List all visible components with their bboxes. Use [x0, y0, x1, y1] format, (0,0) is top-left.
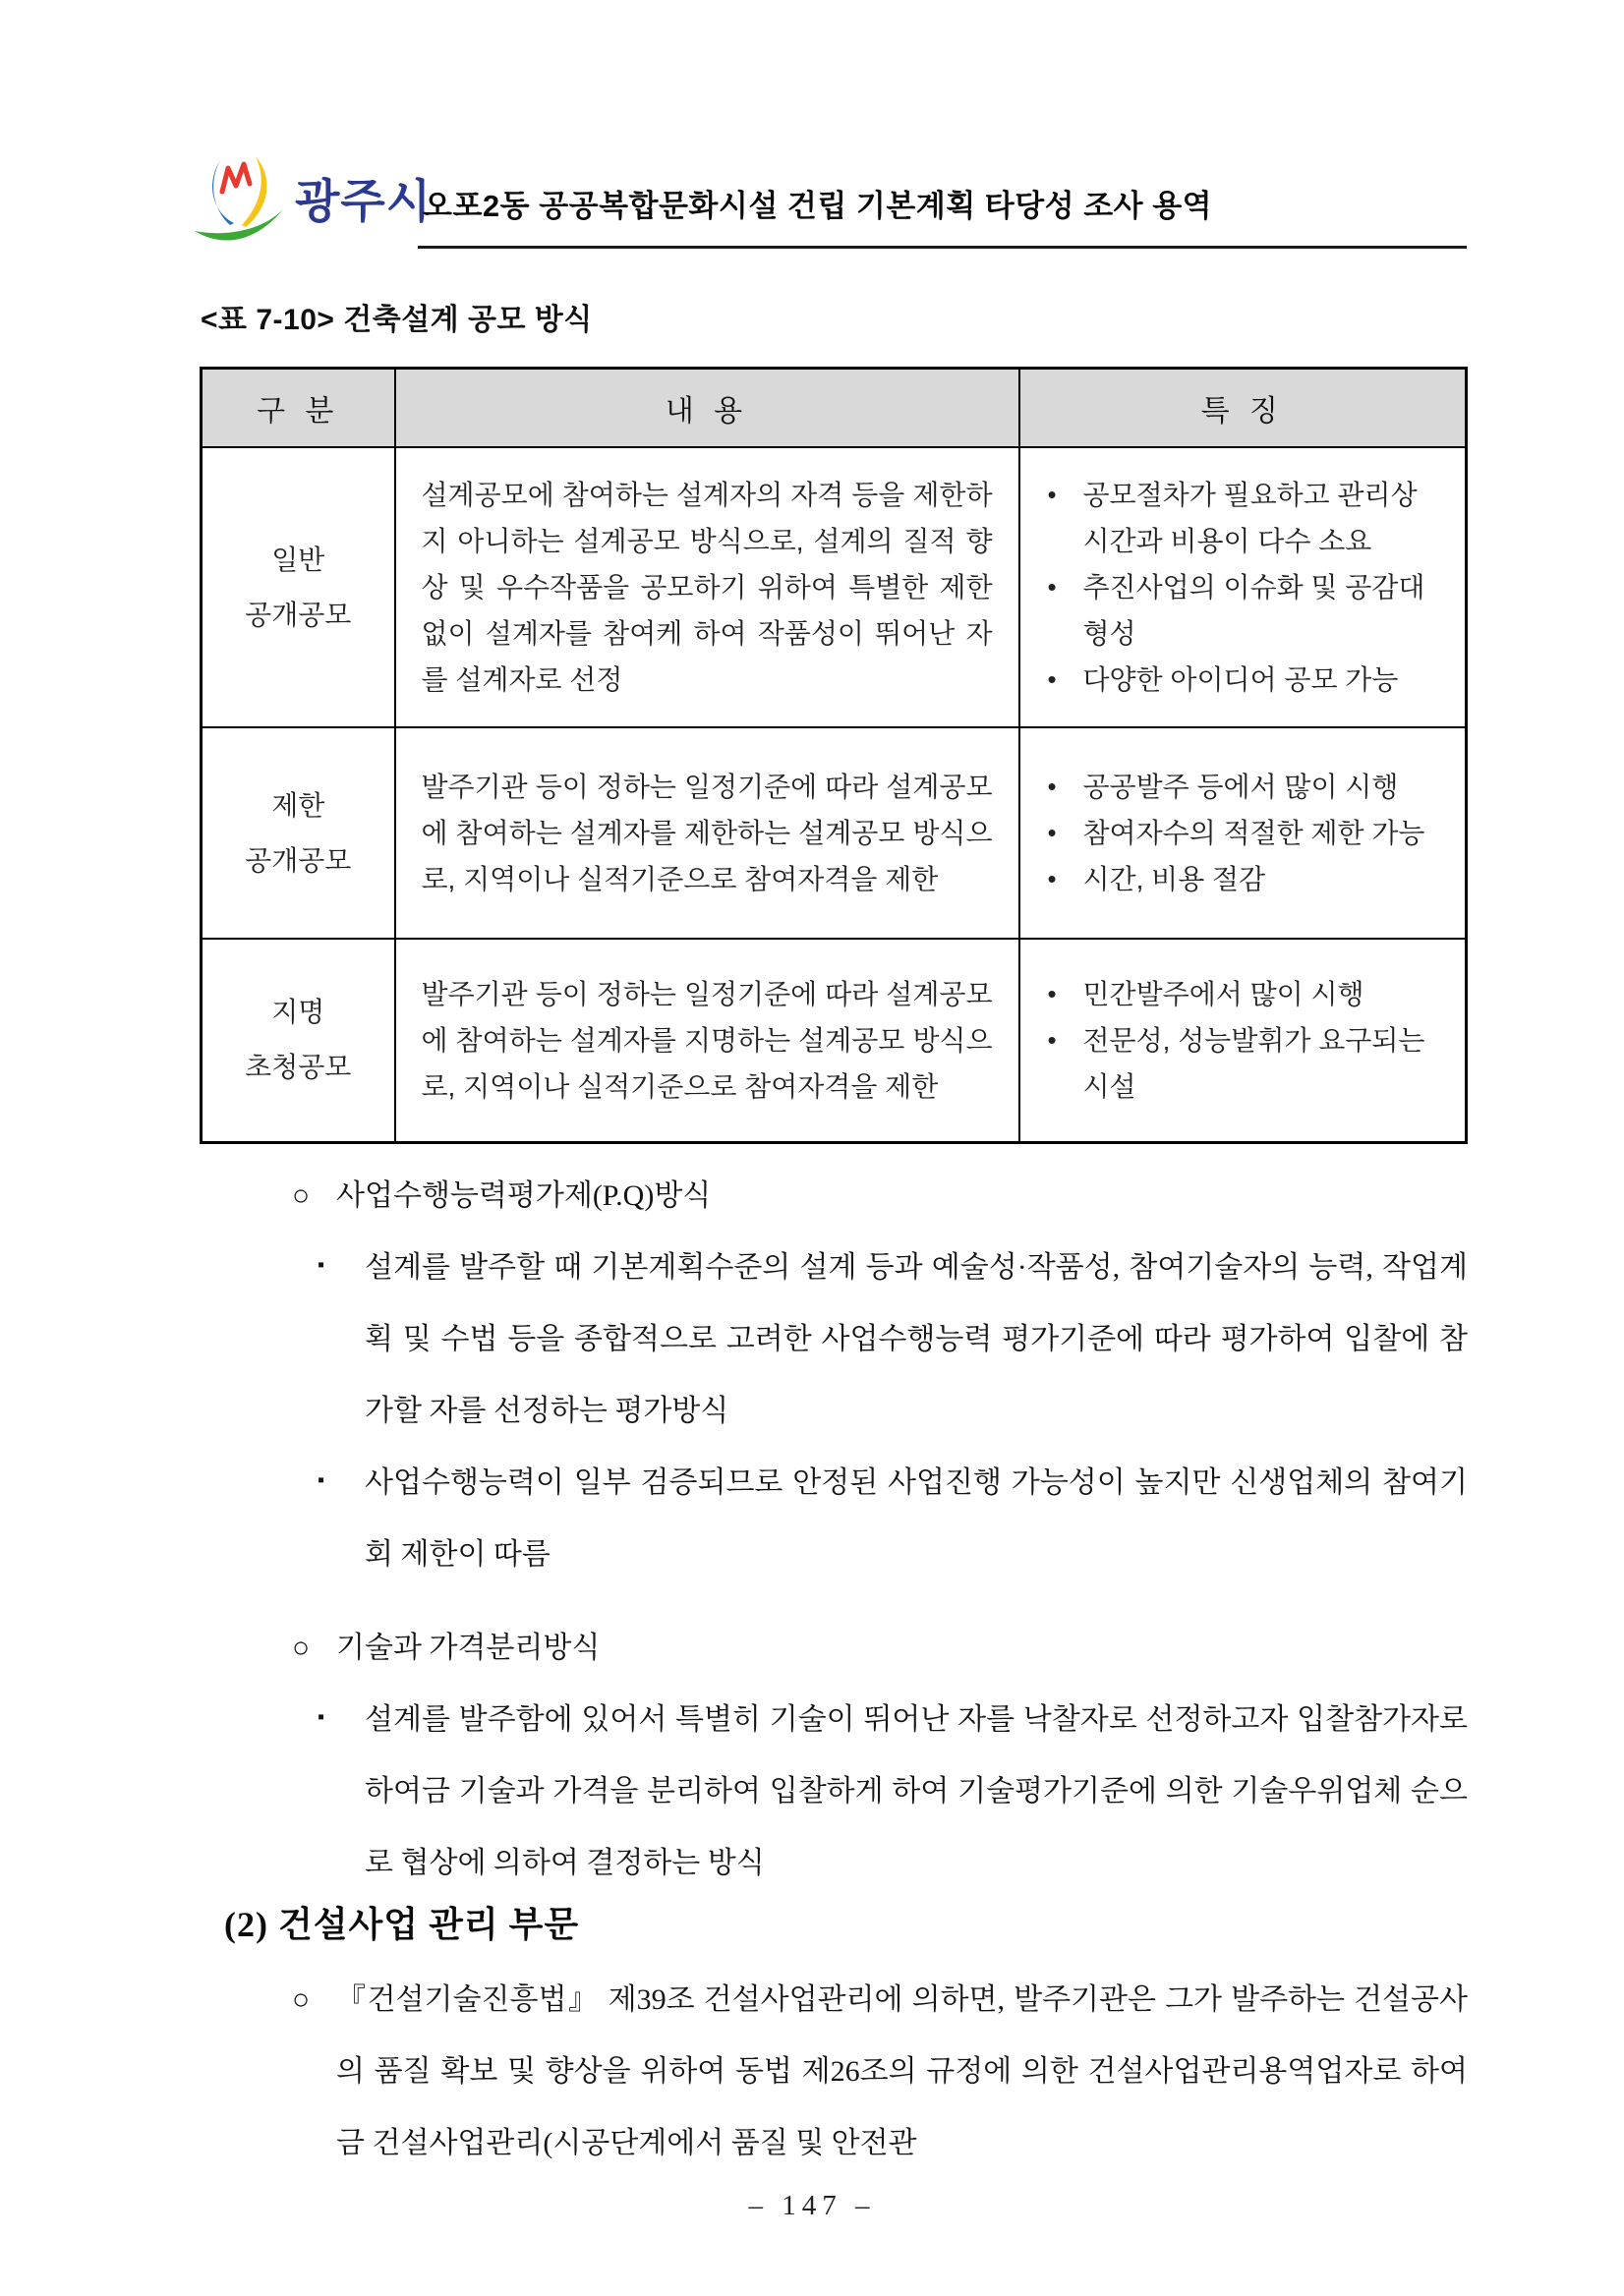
feature-item: • 공모절차가 필요하고 관리상 시간과 비용이 다수 소요	[1034, 472, 1452, 564]
feature-item: • 시간, 비용 절감	[1034, 856, 1452, 902]
bullet-icon: •	[1047, 664, 1057, 694]
circle-bullet-icon: ○	[292, 1179, 311, 1212]
square-bullet-icon: ▪	[318, 1706, 325, 1728]
list-subitem: ▪ 설계를 발주할 때 기본계획수준의 설계 등과 예술성·작품성, 참여기술자의 능력, 작업계획 및 수법 등을 종합적으로 고려한 사업수행능력 평가기준에 따라 평가하여 입찰에 참가할 자를 선정하는 평가방식	[292, 1232, 1468, 1447]
bullet-icon: •	[1047, 818, 1057, 847]
table-row	[202, 447, 1467, 727]
square-bullet-icon: ▪	[318, 1469, 325, 1491]
bullet-icon: •	[1047, 978, 1057, 1008]
table-header-row	[202, 369, 1467, 448]
bullet-icon: •	[1047, 1024, 1057, 1055]
row-features	[1019, 447, 1467, 727]
feature-item: • 다양한 아이디어 공모 가능	[1034, 657, 1452, 703]
row-features	[1019, 939, 1467, 1142]
design-competition-table	[200, 367, 1468, 1144]
feature-item: • 참여자수의 적절한 제한 가능	[1034, 810, 1452, 856]
bullet-icon: •	[1047, 572, 1057, 602]
table-row	[202, 727, 1467, 939]
section-body	[292, 1964, 1468, 2179]
square-bullet-icon: ▪	[318, 1254, 325, 1276]
row-content: 발주기관 등이 정하는 일정기준에 따라 설계공모에 참여하는 설계자를 지명하는 설계공모 방식으로, 지역이나 실적기준으로 참여자격을 제한	[395, 939, 1019, 1142]
list-subitem: ▪ 사업수행능력이 일부 검증되므로 안정된 사업진행 가능성이 높지만 신생업체의 참여기회 제한이 따름	[292, 1447, 1468, 1590]
bullet-icon: •	[1047, 864, 1057, 893]
row-content: 설계공모에 참여하는 설계자의 자격 등을 제한하지 아니하는 설계공모 방식으로, 설계의 질적 향상 및 우수작품을 공모하기 위하여 특별한 제한없이 설계자를 참여케 하여 작품성이 뛰어난 자를 설계자로 선정	[395, 447, 1019, 727]
list-subitem: ▪ 설계를 발주함에 있어서 특별히 기술이 뛰어난 자를 낙찰자로 선정하고자 입찰참가자로 하여금 기술과 가격을 분리하여 입찰하게 하여 기술평가기준에 의한 기술우위업체 순으로 협상에 의하여 결정하는 방식	[292, 1684, 1468, 1899]
column-header-category: 구 분	[202, 369, 395, 448]
feature-item: • 추진사업의 이슈화 및 공감대 형성	[1034, 564, 1452, 657]
row-content: 발주기관 등이 정하는 일정기준에 따라 설계공모에 참여하는 설계자를 제한하는 설계공모 방식으로, 지역이나 실적기준으로 참여자격을 제한	[395, 727, 1019, 939]
column-header-features: 특 징	[1019, 369, 1467, 448]
row-category: 지명 초청공모	[202, 939, 395, 1142]
feature-item: • 민간발주에서 많이 시행	[1034, 971, 1452, 1017]
feature-item: • 전문성, 성능발휘가 요구되는 시설	[1034, 1017, 1452, 1110]
column-header-content: 내 용	[395, 369, 1019, 448]
list-item-tech-price-method: ○ 기술과 가격분리방식	[292, 1612, 1468, 1684]
list-item-pq-method: ○ 사업수행능력평가제(P.Q)방식	[292, 1160, 1468, 1232]
bullet-icon: •	[1047, 772, 1057, 801]
row-category: 제한 공개공모	[202, 727, 395, 939]
table-caption: <표 7-10> 건축설계 공모 방식	[201, 304, 593, 336]
list-item-construction-mgmt: ○ 『건설기술진흥법』 제39조 건설사업관리에 의하면, 발주기관은 그가 발주하는 건설공사의 품질 확보 및 향상을 위하여 동법 제26조의 규정에 의한 건설사업관리용역업자로 하여금 건설사업관리(시공단계에서 품질 및 안전관	[292, 1964, 1468, 2179]
header-rule	[418, 246, 1467, 249]
circle-bullet-icon: ○	[292, 1983, 311, 2016]
body-list-section	[292, 1160, 1468, 1899]
circle-bullet-icon: ○	[292, 1632, 311, 1664]
page-number: – 147 –	[748, 2190, 876, 2221]
row-features	[1019, 727, 1467, 939]
row-category: 일반 공개공모	[202, 447, 395, 727]
feature-item: • 공공발주 등에서 많이 시행	[1034, 764, 1452, 810]
bullet-icon: •	[1047, 480, 1057, 509]
document-title: 오포2동 공공복합문화시설 건립 기본계획 타당성 조사 용역	[423, 189, 1213, 223]
table-row	[202, 939, 1467, 1142]
gwangju-city-logo-icon	[185, 152, 291, 247]
section-heading: (2) 건설사업 관리 부문	[224, 1905, 580, 1944]
logo-text: 광주시	[295, 175, 433, 227]
